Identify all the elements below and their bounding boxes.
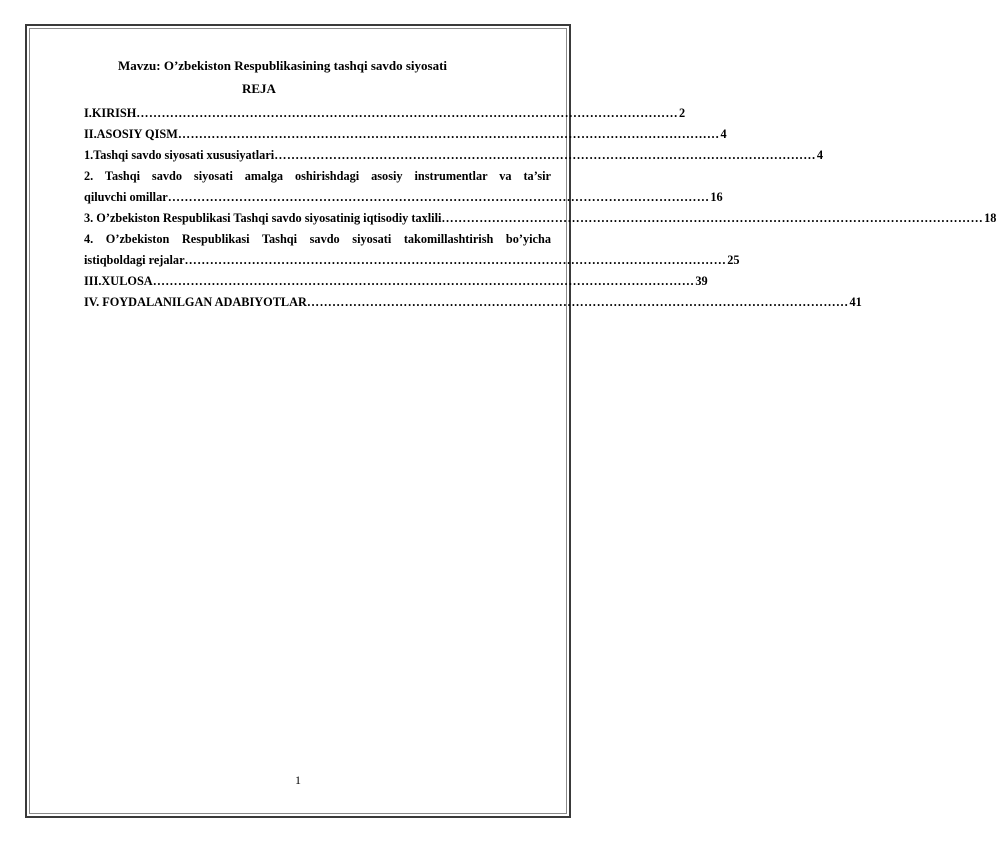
toc-leader-dots: ………………………………………………………………………………………………………………… — [136, 106, 678, 120]
toc-leader-dots: ………………………………………………………………………………………………………………… — [441, 211, 984, 225]
toc-entry-xulosa — [84, 271, 708, 292]
toc-entry-label: I.KIRISH — [84, 106, 137, 120]
toc-entry-page: 4 — [720, 127, 727, 141]
toc-entry-section-4 — [84, 250, 740, 271]
toc-entry-asosiy-qism — [84, 124, 727, 145]
toc-leader-dots: ………………………………………………………………………………………………………………… — [152, 274, 695, 288]
toc-entry-label: qiluvchi omillar — [84, 190, 168, 204]
toc-entry-label: III.XULOSA — [84, 274, 153, 288]
toc-entry-section-3 — [84, 208, 996, 229]
toc-entry-kirish — [84, 103, 686, 124]
toc-entry-section-4-line1: 4. O’zbekiston Respublikasi Tashqi savdo siyosati takomillashtirish bo’yicha — [84, 232, 551, 246]
toc-entry-page: 39 — [695, 274, 708, 288]
page-number: 1 — [295, 773, 301, 787]
toc-entry-section-2-line1: 2. Tashqi savdo siyosati amalga oshirishdagi asosiy instrumentlar va ta’sir — [84, 169, 551, 183]
toc-entry-label: 3. O’zbekiston Respublikasi Tashqi savdo siyosatinig iqtisodiy taxlili — [84, 211, 442, 225]
document-title: Mavzu: O’zbekiston Respublikasining tashqi savdo siyosati — [118, 58, 448, 73]
toc-entry-label: IV. FOYDALANILGAN ADABIYOTLAR — [84, 295, 307, 309]
plan-heading: REJA — [242, 81, 276, 96]
toc-entry-adabiyotlar — [84, 292, 862, 313]
toc-entry-page: 2 — [678, 106, 686, 120]
toc-entry-page: 41 — [849, 295, 862, 309]
toc-leader-dots: ………………………………………………………………………………………………………………… — [177, 127, 720, 141]
toc-entry-label: istiqboldagi rejalar — [84, 253, 185, 267]
toc-entry-page: 4 — [816, 148, 824, 162]
toc-leader-dots: ………………………………………………………………………………………………………………… — [184, 253, 727, 267]
toc-entry-label: II.ASOSIY QISM — [84, 127, 178, 141]
toc-entry-page: 16 — [710, 190, 723, 204]
toc-entry-section-2 — [84, 187, 723, 208]
toc-entry-label: 1.Tashqi savdo siyosati xususiyatlari — [84, 148, 275, 162]
toc-leader-dots: ………………………………………………………………………………………………………………… — [306, 295, 849, 309]
table-of-contents — [84, 103, 996, 313]
toc-leader-dots: ………………………………………………………………………………………………………………… — [274, 148, 816, 162]
toc-entry-section-1 — [84, 145, 824, 166]
toc-entry-page: 25 — [727, 253, 740, 267]
toc-leader-dots: ………………………………………………………………………………………………………………… — [167, 190, 710, 204]
toc-entry-page: 18 — [984, 211, 996, 225]
